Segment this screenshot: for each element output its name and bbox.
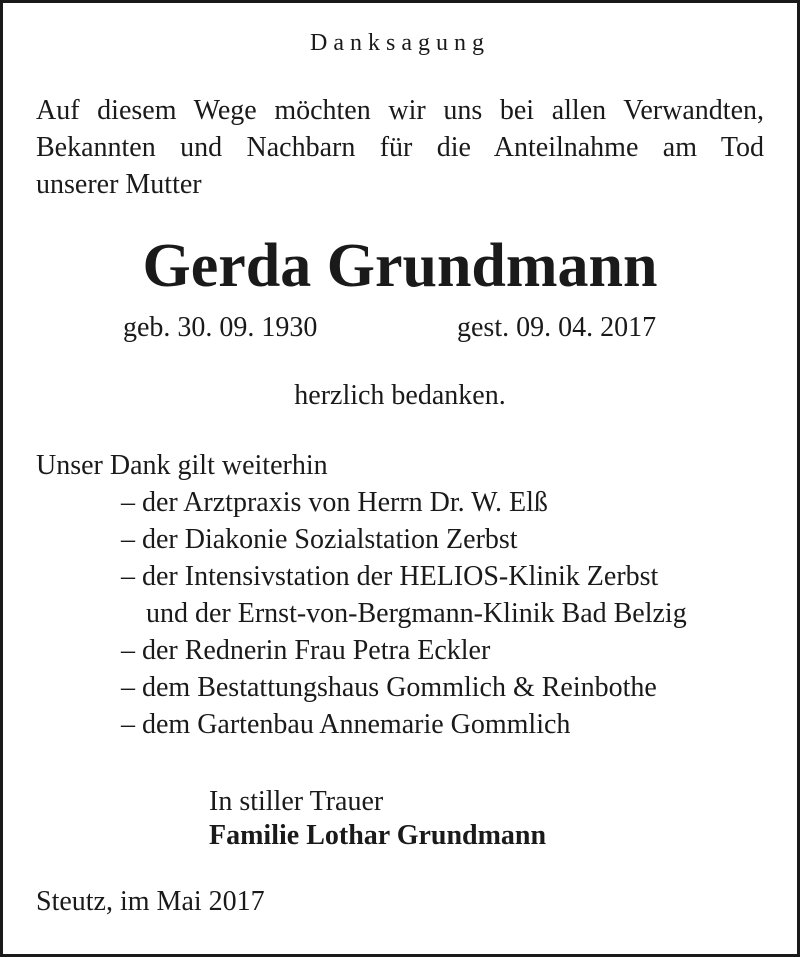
further-thanks-intro: Unser Dank gilt weiterhin	[36, 450, 328, 481]
intro-paragraph	[36, 92, 764, 203]
intro-line-1: Auf diesem Wege möchten wir uns bei allen Verwandten,	[36, 95, 764, 126]
thanks-list	[121, 484, 687, 743]
intro-line-3: unserer Mutter	[36, 169, 202, 200]
thanks-line: herzlich bedanken.	[294, 380, 506, 411]
list-item: – der Intensivstation der HELIOS-Klinik Zerbst	[121, 561, 659, 592]
family-signature: Familie Lothar Grundmann	[209, 820, 547, 851]
deceased-name: Gerda Grundmann	[142, 232, 658, 300]
list-item: – dem Gartenbau Annemarie Gommlich	[121, 709, 571, 740]
list-item-continuation: und der Ernst-von-Bergmann-Klinik Bad Belzig	[146, 598, 687, 629]
birth-date: geb. 30. 09. 1930	[123, 312, 318, 343]
notice-heading: Danksagung	[310, 30, 490, 56]
list-item: – dem Bestattungshaus Gommlich & Reinbothe	[121, 672, 657, 703]
intro-line-2: Bekannten und Nachbarn für die Anteilnahme am Tod	[36, 132, 764, 163]
list-item: – der Diakonie Sozialstation Zerbst	[121, 524, 518, 555]
place-date: Steutz, im Mai 2017	[36, 886, 265, 917]
list-item: – der Arztpraxis von Herrn Dr. W. Elß	[121, 487, 548, 518]
mourning-line: In stiller Trauer	[209, 786, 384, 817]
death-date: gest. 09. 04. 2017	[457, 312, 657, 343]
list-item: – der Rednerin Frau Petra Eckler	[121, 635, 491, 666]
